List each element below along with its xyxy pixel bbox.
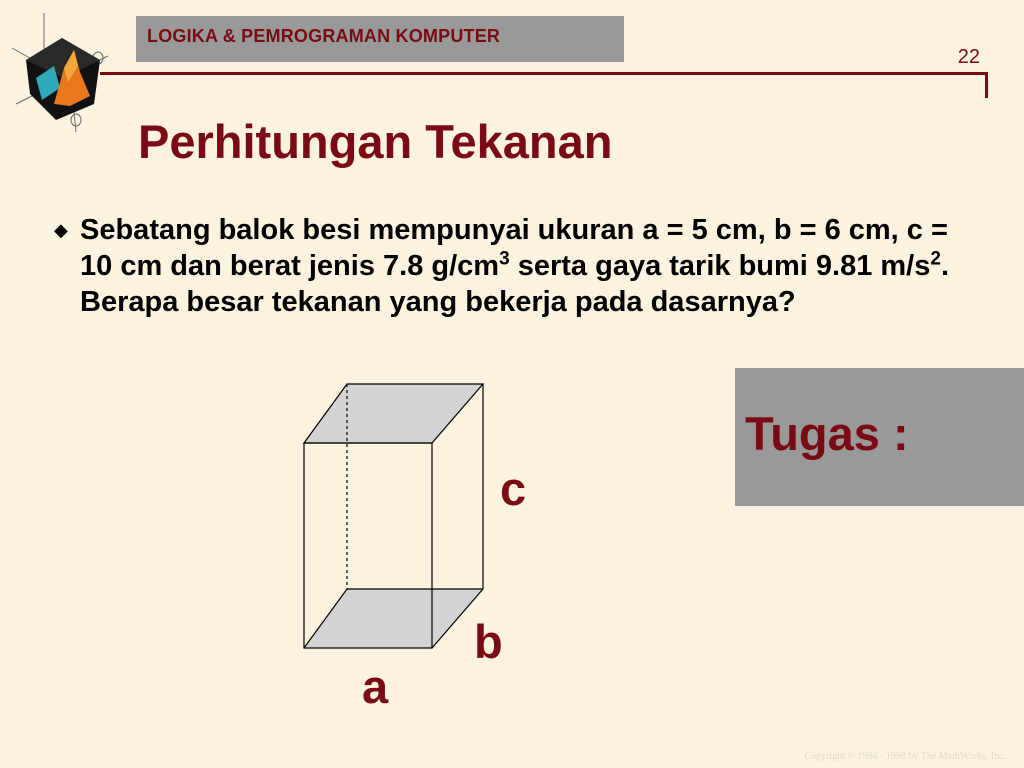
top-face <box>304 384 483 443</box>
bullet-text-part-3: . Berapa besar tekanan yang bekerja pada dasarnya? <box>80 250 950 318</box>
superscript-3: 3 <box>499 248 510 270</box>
dimension-label-a: a <box>362 660 389 713</box>
block-diagram <box>300 380 490 652</box>
bullet-text-part-1: Sebatang balok besi mempunyai ukuran a = 5 cm, b = 6 cm, c = 10 cm dan berat jenis 7.8 g/cm <box>80 214 948 282</box>
bullet-text-part-2: serta gaya tarik bumi 9.81 m/s <box>509 250 931 282</box>
matlab-logo-icon <box>4 8 128 132</box>
slide-title: Perhitungan Tekanan <box>138 115 613 168</box>
task-box <box>735 368 1024 506</box>
bullet-text <box>80 212 960 320</box>
task-label: Tugas : <box>745 407 909 460</box>
header-rule-end <box>985 72 988 98</box>
bullet-item <box>54 212 974 320</box>
page-number: 22 <box>957 46 980 68</box>
copyright-notice: Copyright © 1984 - 1998 by The MathWorks, Inc. <box>804 751 1006 762</box>
course-title: LOGIKA & PEMROGRAMAN KOMPUTER <box>147 25 501 46</box>
superscript-2: 2 <box>930 248 941 270</box>
dimension-label-c: c <box>500 462 527 515</box>
dimension-label-b: b <box>474 615 503 668</box>
header-rule <box>100 72 988 75</box>
diamond-bullet-icon: ◆ <box>54 220 68 240</box>
bottom-face <box>304 589 483 648</box>
course-title-banner <box>136 16 624 62</box>
